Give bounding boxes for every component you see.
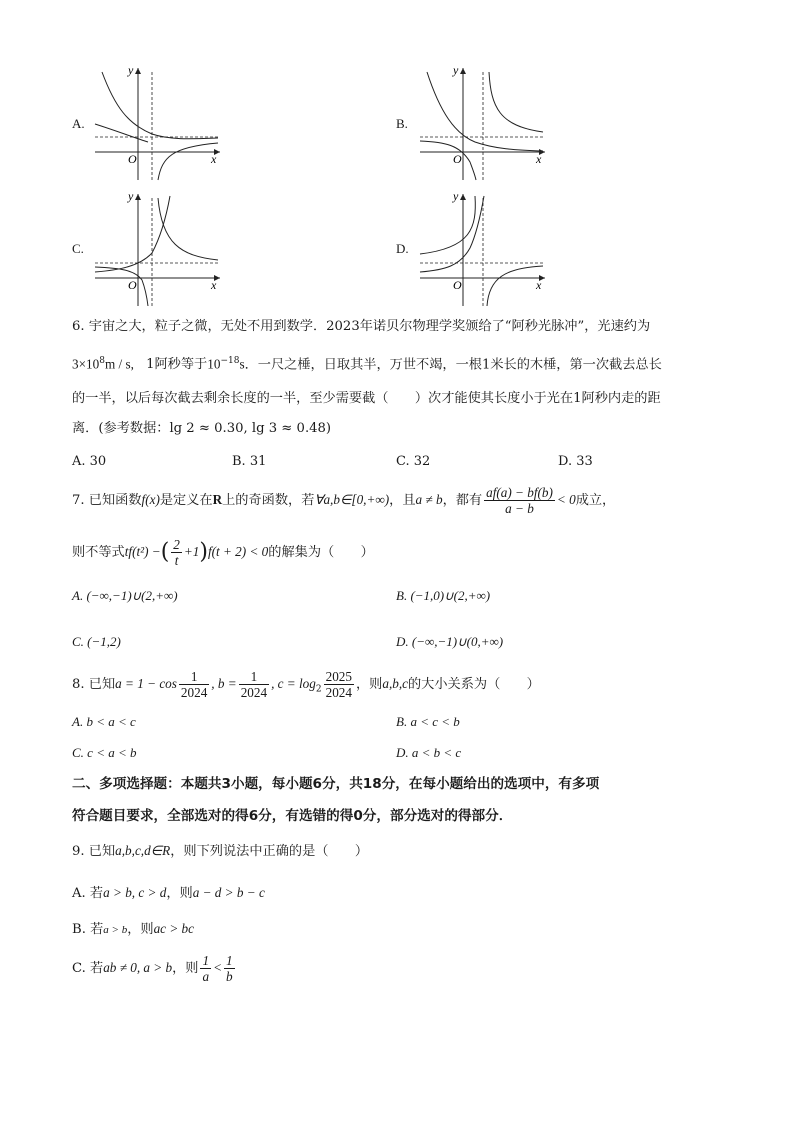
q6-option-a[interactable]: A. 30 — [72, 454, 107, 469]
svg-text:O: O — [453, 278, 462, 292]
q8-option-d[interactable]: D. a < b < c — [396, 745, 462, 760]
graph-a — [90, 62, 225, 182]
q6-option-b[interactable]: B. 31 — [232, 454, 267, 469]
svg-text:y: y — [453, 63, 459, 77]
q7-stem-line1: 7. 已知函数f(x)是定义在R上的奇函数，若∀a,b∈[0,+∞)，且a ≠ b，都有 $\frac{af(a) - bf(b)}{a - b}$ < 0成立， — [72, 485, 616, 516]
q6-option-d[interactable]: D. 33 — [558, 454, 593, 469]
graph-c — [90, 188, 225, 308]
svg-text:O: O — [453, 152, 462, 166]
q6-line2: $3\times 10^8m / s$, 1阿秒等于$10^{-18}s$．一尺之棰，日取其半，万世不竭，一根1米长的木棰，第一次截去总长 — [72, 356, 662, 373]
graph-c-label: C. — [72, 241, 84, 256]
q8-option-c[interactable]: C. c < a < b — [72, 745, 137, 760]
q6-line1: 6. 宇宙之大，粒子之微，无处不用到数学．2023年诺贝尔物理学奖颁给了“阿秒光脉冲”，光速约为 — [72, 319, 651, 334]
svg-text:x: x — [536, 278, 542, 292]
svg-text:y: y — [128, 189, 134, 203]
q9-option-a[interactable]: A. 若a > b, c > d，则a − d > b − c — [72, 885, 265, 901]
q9-option-b[interactable]: B. 若a > b，则ac > bc — [72, 921, 194, 937]
svg-text:x: x — [211, 278, 217, 292]
q7-option-c[interactable]: C. (−1,2) — [72, 634, 121, 649]
q7-option-b[interactable]: B. (−1,0)∪(2,+∞) — [396, 588, 491, 603]
svg-text:y: y — [453, 189, 459, 203]
graph-a-label: A. — [72, 116, 85, 131]
graph-b-label: B. — [396, 116, 408, 131]
q8-option-a[interactable]: A. b < a < c — [72, 714, 136, 729]
graph-b — [415, 62, 550, 182]
q7-option-a[interactable]: A. (−∞,−1)∪(2,+∞) — [72, 588, 178, 603]
q6-option-c[interactable]: C. 32 — [396, 454, 431, 469]
svg-text:x: x — [211, 152, 217, 166]
q9-stem: 9. 已知a,b,c,d∈R，则下列说法中正确的是（ ） — [72, 843, 369, 859]
q8-option-b[interactable]: B. a < c < b — [396, 714, 460, 729]
graph-d — [415, 188, 550, 308]
q8-stem: 8. 已知a = 1 − cos $\frac{1}{2024}$ , b = $\frac{1}{2024}$ , $c = \log_2$ $\frac{2025}{2024}$ ，则a,b,c的大小关系为（ ） — [72, 669, 540, 700]
q7-stem-line2: 则不等式tf(t²) −( $\frac{2}{t}$ +1)f(t + 2) < 0的解集为（ ） — [72, 537, 374, 568]
q6-line3: 的一半，以后每次截去剩余长度的一半，至少需要截（ ）次才能使其长度小于光在1阿秒内走的距 — [72, 391, 661, 406]
graph-d-label: D. — [396, 241, 409, 256]
q9-option-c[interactable]: C. 若ab ≠ 0, a > b，则 $\frac{1}{a}$ < $\frac{1}{b}$ — [72, 953, 233, 984]
section2-heading-line2: 符合题目要求，全部选对的得6分，有选错的得0分，部分选对的得部分． — [72, 808, 513, 824]
section2-heading-line1: 二、多项选择题：本题共3小题，每小题6分，共18分，在每小题给出的选项中，有多项 — [72, 776, 600, 792]
graph-a-origin: O — [128, 152, 137, 166]
svg-text:x: x — [536, 152, 542, 166]
svg-text:O: O — [128, 278, 137, 292]
q6-line4: 离．(参考数据：lg 2 ≈ 0.30, lg 3 ≈ 0.48) — [72, 421, 332, 436]
q7-option-d[interactable]: D. (−∞,−1)∪(0,+∞) — [396, 634, 504, 649]
svg-text:y: y — [128, 63, 134, 77]
